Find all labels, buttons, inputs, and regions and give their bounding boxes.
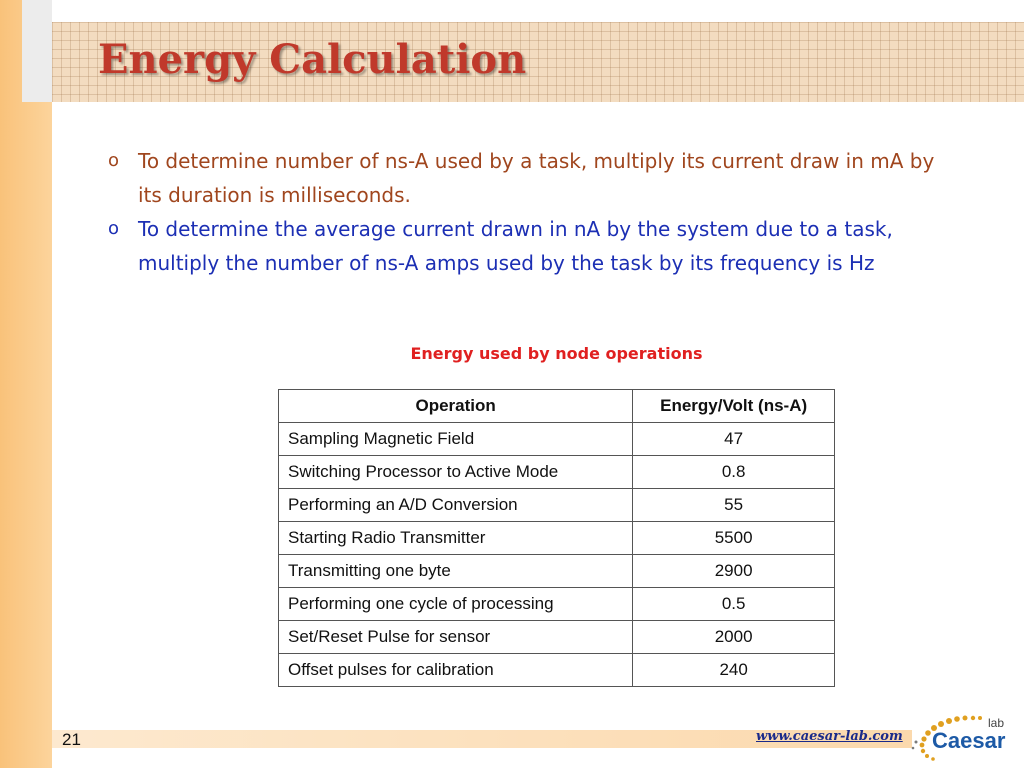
website-link[interactable]: www.caesar-lab.com [756,729,903,744]
page-number: 21 [62,730,81,749]
energy-cell: 0.8 [633,456,835,489]
operation-cell: Switching Processor to Active Mode [279,456,633,489]
operation-cell: Performing one cycle of processing [279,588,633,621]
operation-cell: Transmitting one byte [279,555,633,588]
bullet-list [104,144,964,280]
bullet-item [104,144,964,212]
table-row [279,489,835,522]
table-header-row [279,390,835,423]
energy-cell: 240 [633,654,835,687]
bullet-text: To determine number of ns-A used by a task, multiply its current draw in mA by its duration is milliseconds. [138,149,935,207]
operation-cell: Starting Radio Transmitter [279,522,633,555]
table-row [279,621,835,654]
bullet-item [104,212,964,280]
energy-cell: 47 [633,423,835,456]
energy-cell: 2000 [633,621,835,654]
logo-lab-text: lab [988,716,1005,730]
bullet-marker: o [108,218,120,239]
bullet-text: To determine the average current drawn in nA by the system due to a task, multiply the number of ns-A amps used by the task by its frequency is Hz [138,217,893,275]
logo-name-text: Caesar [932,728,1006,753]
header-energy: Energy/Volt (ns-A) [633,390,835,423]
table-row [279,423,835,456]
energy-cell: 2900 [633,555,835,588]
energy-cell: 55 [633,489,835,522]
table-row [279,588,835,621]
table-row [279,456,835,489]
table-row [279,654,835,687]
table-row [279,522,835,555]
table-row [279,555,835,588]
energy-table [278,389,835,687]
table-caption: Energy used by node operations [410,344,703,363]
operation-cell: Sampling Magnetic Field [279,423,633,456]
bullet-marker: o [108,150,120,171]
slide-title: Energy Calculation [98,36,527,83]
left-decorative-bar [0,0,52,768]
energy-cell: 5500 [633,522,835,555]
caesar-logo [910,712,1020,762]
operation-cell: Offset pulses for calibration [279,654,633,687]
header-operation: Operation [279,390,633,423]
left-bar-accent [22,0,52,102]
operation-cell: Performing an A/D Conversion [279,489,633,522]
energy-cell: 0.5 [633,588,835,621]
operation-cell: Set/Reset Pulse for sensor [279,621,633,654]
